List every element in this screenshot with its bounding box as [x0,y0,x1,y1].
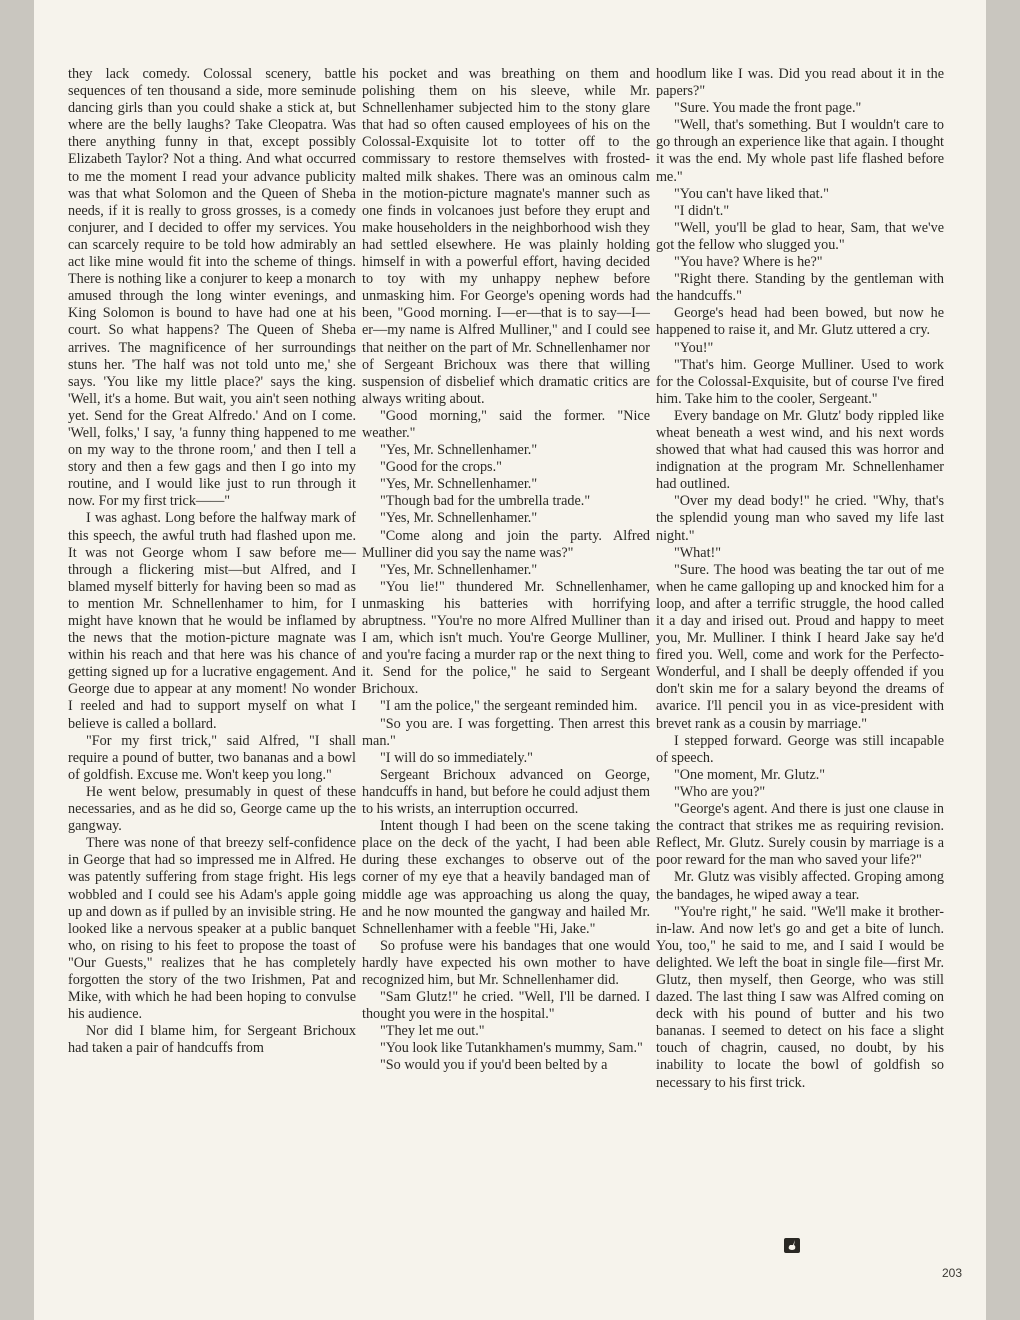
paragraph: "Right there. Standing by the gentleman with the handcuffs." [656,271,944,305]
paragraph: "You look like Tutankhamen's mummy, Sam." [380,1040,643,1057]
page-number: 203 [942,1266,963,1280]
paragraph: they lack comedy. Colossal scenery, battle sequences of ten thousand a side, more seminude dancing girls than you could shake a stick at, but where are the belly laughs? Take Cleopatra. Was there anything funny in that, except possibly Elizabeth Taylor? Not a thing. And what occurred to me the moment I read your advance publicity was that what Solomon and the Queen of Sheba needs, if it is really to gross grosses, is a comedy conjurer, and I decided to offer my services. You can scarcely require to be told how admirably an act like mine would fit into the scheme of things. There is nothing like a conjurer to keep a monarch amused through the long winter evenings, and King Solomon is bound to have had one at his court. So what happens? The Queen of Sheba arrives. The magnificence of her surroundings stuns her. 'The half was not told unto me,' she says. 'You like my little place?' says the king. 'Well, it's a home. But wait, you ain't seen nothing yet. Send for the Great Alfredo.' And on I come. 'Well, folks,' I say, 'a funny thing happened to me on my way to the throne room,' and then I tell a story and then a few gags and then I go into my routine, and I would like just to run through it now. For my first trick——" [68,66,356,510]
paragraph: I stepped forward. George was still incapable of speech. [656,732,944,766]
paragraph: "What!" [674,544,722,561]
magazine-page [34,0,986,1320]
paragraph: "You're right," he said. "We'll make it brother-in-law. And now let's go and get a bite of lunch. You, too," he said to me, and I said I would be delighted. We left the boat in single file—first Mr. Glutz, then myself, then George, who was still dazed. The last thing I saw was Alfred coming on deck with his pound of butter and his two bananas. I seemed to detect on his face a slight touch of chagrin, caused, no doubt, by his inability to locate the bowl of goldfish so necessary to his first trick. [656,903,944,1091]
paragraph: "You!" [674,339,714,356]
paragraph: "For my first trick," said Alfred, "I shall require a pound of butter, two bananas and a bowl of goldfish. Excuse me. Won't keep you long." [68,732,356,783]
paragraph: I was aghast. Long before the halfway mark of this speech, the awful truth had flashed upon me. It was not George whom I saw before me—through a flickering mist—but Alfred, and I blamed myself bitterly for having been so mad as to mention Mr. Schnellenhamer to him, for I might have known that he would be inflamed by the news that the motion-picture magnate was within his reach and that here was his chance of getting signed up for a lucrative engagement. And George due to appear at any moment! No wonder I reeled and had to support myself on what I believe is called a bollard. [68,510,356,732]
paragraph: "Who are you?" [674,783,766,800]
paragraph: Mr. Glutz was visibly affected. Groping among the bandages, he wiped away a tear. [656,869,944,903]
paragraph: "Come along and join the party. Alfred Mulliner did you say the name was?" [362,527,650,561]
paragraph: "One moment, Mr. Glutz." [674,766,826,783]
paragraph: "Over my dead body!" he cried. "Why, that's the splendid young man who saved my life last night." [656,493,944,544]
text-column-1 [68,66,356,1057]
paragraph: "You have? Where is he?" [674,254,823,271]
paragraph: He went below, presumably in quest of these necessaries, and as he did so, George came up the gangway. [68,783,356,835]
paragraph: "So you are. I was forgetting. Then arrest this man." [362,715,650,749]
paragraph: his pocket and was breathing on them and polishing them on his sleeve, while Mr. Schnellenhamer subjected him to the stony glare that had so often caused employees of his on the Colossal-Exquisite lot to totter off to the commissary to restore themselves with frosted-malted milk shakes. There was an ominous calm in the motion-picture magnate's manner such as one finds in volcanoes just before they erupt and make householders in the neighborhood wish they had settled elsewhere. He was plainly holding himself in with a powerful effort, having decided to toy with my unhappy nephew before unmasking him. For George's opening words had been, "Good morning. I—er—that is to say—I—er—my name is Alfred Mulliner," and I could see that neither on the part of Mr. Schnellenhamer nor of Sergeant Brichoux was there that willing suspension of disbelief which dramatic critics are always writing about. [362,66,650,407]
rabbit-head-icon [784,1238,800,1253]
text-column-3 [656,66,944,1092]
paragraph: "Yes, Mr. Schnellenhamer." [380,442,538,459]
paragraph: "They let me out." [380,1023,485,1040]
paragraph: "Yes, Mr. Schnellenhamer." [380,476,538,493]
paragraph: "Yes, Mr. Schnellenhamer." [380,561,538,578]
paragraph: "Yes, Mr. Schnellenhamer." [380,510,538,527]
paragraph: There was none of that breezy self-confidence in George that had so impressed me in Alfred. He was patently suffering from stage fright. His legs wobbled and I could see his Adam's apple going up and down as if pulled by an invisible string. He looked like a nervous speaker at a public banquet who, on rising to his feet to propose the toast of "Our Guests," realizes that he has completely forgotten the story of the two Irishmen, Pat and Mike, with which he had been hoping to convulse his audience. [68,835,356,1023]
paragraph: "I am the police," the sergeant reminded him. [380,698,638,715]
text-column-2 [362,66,650,1075]
paragraph: "I will do so immediately." [380,749,533,766]
paragraph: "Though bad for the umbrella trade." [380,493,591,510]
paragraph: "You can't have liked that." [674,185,829,202]
paragraph: "Sure. The hood was beating the tar out of me when he came galloping up and knocked him for a loop, and after a terrific struggle, the hood called it a day and irised out. Proud and happy to meet you, Mr. Mulliner. I think I heard Jake say he'd fired you. Well, come and work for the Perfecto-Wonderful, and I shall be deeply offended if you don't skin me for a salary beyond the dreams of avarice. I'll pencil you in as vice-president with brevet rank as a cousin by marriage." [656,561,944,732]
paragraph: "I didn't." [674,202,730,219]
paragraph: "George's agent. And there is just one clause in the contract that strikes me as requiring revision. Reflect, Mr. Glutz. Surely cousin by marriage is a poor reward for the man who saved your life?" [656,801,944,869]
paragraph: "You lie!" thundered Mr. Schnellenhamer, unmasking his batteries with horrifying abruptness. "You're no more Alfred Mulliner than I am, which isn't much. You're George Mulliner, and you're facing a murder rap or the next thing to it. Send for the police," he said to Sergeant Brichoux. [362,578,650,698]
paragraph: hoodlum like I was. Did you read about it in the papers?" [656,66,944,100]
paragraph: Every bandage on Mr. Glutz' body rippled like wheat beneath a west wind, and his next words showed that what had caused this was horror and indignation at the program Mr. Schnellenhamer had outlined. [656,407,944,493]
paragraph: "So would you if you'd been belted by a [380,1057,608,1074]
paragraph: "That's him. George Mulliner. Used to work for the Colossal-Exquisite, but of course I've fired him. Take him to the cooler, Sergeant." [656,356,944,407]
paragraph: "Well, that's something. But I wouldn't care to go through an experience like that again. I thought it was the end. My whole past life flashed before me." [656,117,944,185]
paragraph: "Good morning," said the former. "Nice weather." [362,407,650,441]
paragraph: Intent though I had been on the scene taking place on the deck of the yacht, I had been able during these exchanges to observe out of the corner of my eye that a heavily bandaged man of middle age was approaching us along the quay, and he now mounted the gangway and hailed Mr. Schnellenhamer with a feeble "Hi, Jake." [362,818,650,937]
paragraph: "Well, you'll be glad to hear, Sam, that we've got the fellow who slugged you." [656,219,944,253]
paragraph: Sergeant Brichoux advanced on George, handcuffs in hand, but before he could adjust them to his wrists, an interruption occurred. [362,766,650,818]
paragraph: Nor did I blame him, for Sergeant Brichoux had taken a pair of handcuffs from [68,1023,356,1057]
paragraph: So profuse were his bandages that one would hardly have expected his own mother to have recognized him, but Mr. Schnellenhamer did. [362,937,650,988]
paragraph: "Sure. You made the front page." [674,100,862,117]
paragraph: "Good for the crops." [380,459,502,476]
paragraph: "Sam Glutz!" he cried. "Well, I'll be darned. I thought you were in the hospital." [362,989,650,1023]
paragraph: George's head had been bowed, but now he happened to raise it, and Mr. Glutz uttered a cry. [656,305,944,339]
